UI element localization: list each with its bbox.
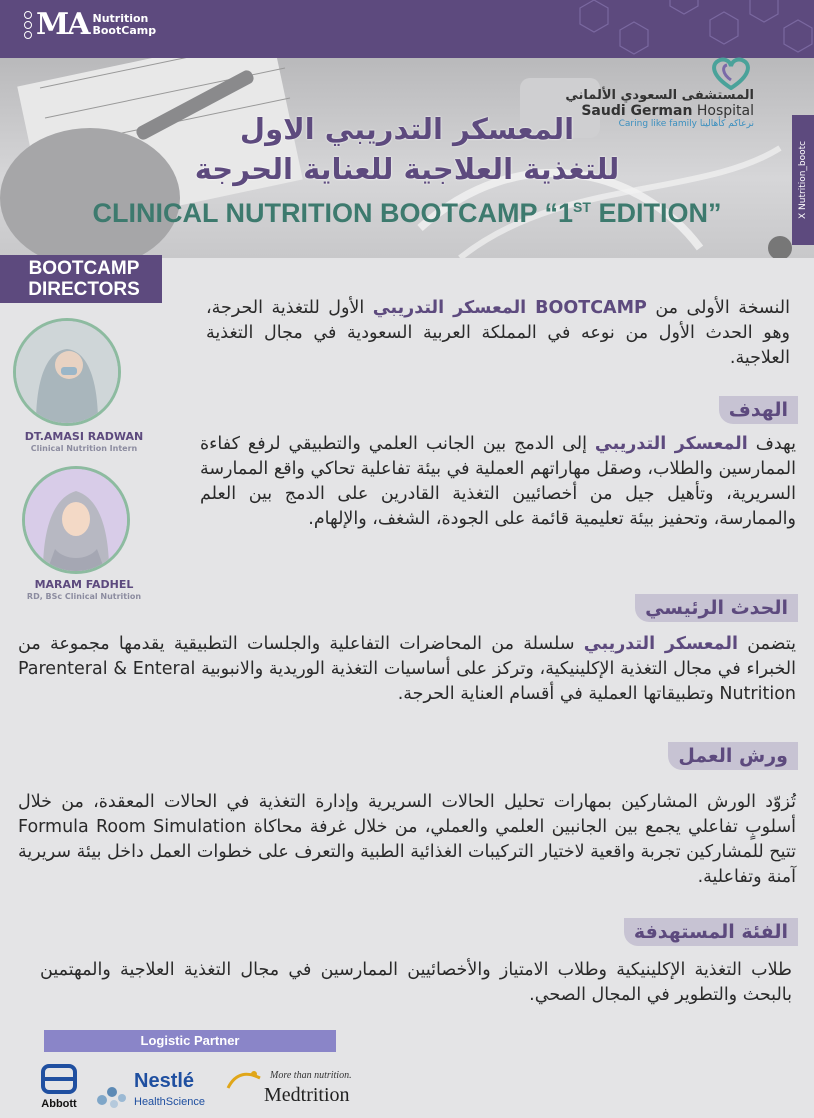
avatar-director-2 bbox=[22, 466, 130, 574]
logo-line2: BootCamp bbox=[92, 24, 157, 37]
workshops-paragraph: تُزوّد الورش المشاركين بمهارات تحليل الحالات السريرية وإدارة التغذية في الحالات المعقدة، من خلال أسلوبٍ تفاعلي يجمع بين الجانبين العلمي والعملي، من خلال غرفة محاكاة Formula Room Simulation تتيح للمشاركين تجربة واقعية لاختيار التركيبات الغذائية الطبية والتعرف على خطوات العمل داخل بيئة سريرية آمنة وتفاعلية. bbox=[18, 792, 796, 887]
heart-logo-icon bbox=[708, 56, 754, 90]
title-en: CLINICAL NUTRITION BOOTCAMP “1ST EDITION” bbox=[92, 198, 722, 228]
ma-logo bbox=[24, 7, 157, 42]
goal-paragraph: يهدف المعسكر التدريبي إلى الدمج بين الجانب العلمي والتطبيقي لرفع كفاءة الممارسين والطلاب، وصقل مهاراتهم العملية في بيئة تفاعلية تحاكي واقع الممارسة السريرية، وتأهيل جيل من أخصائيين التغذية القادرين على الدمج بين العلم والممارسة، وتحفيز بيئة تعليمية قائمة على الجودة، الشغف، والإلهام. bbox=[200, 434, 796, 529]
avatar-director-1 bbox=[13, 318, 121, 426]
logo-line1: Nutrition bbox=[92, 12, 149, 25]
audience-paragraph: طلاب التغذية الإكلينيكية وطلاب الامتياز والأخصائيين الممارسين في مجال التغذية العلاجية والمهتمين بالبحث والتطوير في المجال الصحي. bbox=[40, 960, 792, 1005]
logistic-partner-heading: Logistic Partner bbox=[44, 1030, 336, 1052]
directors-heading: BOOTCAMP DIRECTORS bbox=[0, 255, 162, 303]
hospital-name-en: Hospital bbox=[692, 103, 754, 119]
director-2-role: RD, BSc Clinical Nutrition bbox=[26, 592, 142, 601]
intro-paragraph: النسخة الأولى من BOOTCAMP المعسكر التدريبي الأول للتغذية الحرجة، وهو الحدث الأول من نوعه في المملكة العربية السعودية في مجال التغذية العلاجية. bbox=[206, 298, 790, 368]
nestle-dots-icon bbox=[92, 1070, 132, 1110]
director-1-name: DT.AMASI RADWAN bbox=[24, 430, 144, 443]
title-ar-line1: المعسكر التدريبي الاول bbox=[239, 112, 575, 146]
social-handle-tag: X Nutrition_bootc bbox=[792, 115, 814, 245]
hospital-tagline: Caring like family نرعاكم كأهالينا bbox=[618, 119, 754, 129]
goal-heading: الهدف bbox=[719, 396, 798, 424]
top-bar bbox=[0, 0, 814, 58]
main-event-heading: الحدث الرئيسي bbox=[635, 594, 798, 622]
hexagon-pattern-icon bbox=[560, 0, 814, 58]
logo-dots-icon bbox=[24, 10, 32, 40]
title-ar-line2: للتغذية العلاجية للعناية الحرجة bbox=[194, 152, 620, 186]
hospital-name-ar: المستشفى السعودي الألماني bbox=[565, 88, 754, 103]
photo-person-icon bbox=[16, 321, 118, 423]
medtrition-figure-icon bbox=[224, 1068, 264, 1098]
director-2-name: MARAM FADHEL bbox=[34, 578, 134, 591]
logo-ma: MA bbox=[36, 7, 89, 42]
abbott-logo: Abbott bbox=[34, 1064, 84, 1110]
audience-heading: الفئة المستهدفة bbox=[624, 918, 798, 946]
hospital-name-en-bold: Saudi German bbox=[581, 103, 693, 119]
abbott-icon bbox=[41, 1064, 77, 1094]
workshops-heading: ورش العمل bbox=[668, 742, 798, 770]
main-event-paragraph: يتضمن المعسكر التدريبي سلسلة من المحاضرات التفاعلية والجلسات التطبيقية يقدمها مجموعة من الخبراء في مجال التغذية الإكلينيكية، وتركز على أساسيات التغذية الوريدية والانبوبية Parenteral & Enteral Nutrition وتطبيقاتها العملية في أقسام العناية الحرجة. bbox=[18, 634, 797, 704]
director-1-role: Clinical Nutrition Intern bbox=[30, 444, 138, 453]
hijab-person-icon bbox=[25, 469, 127, 571]
